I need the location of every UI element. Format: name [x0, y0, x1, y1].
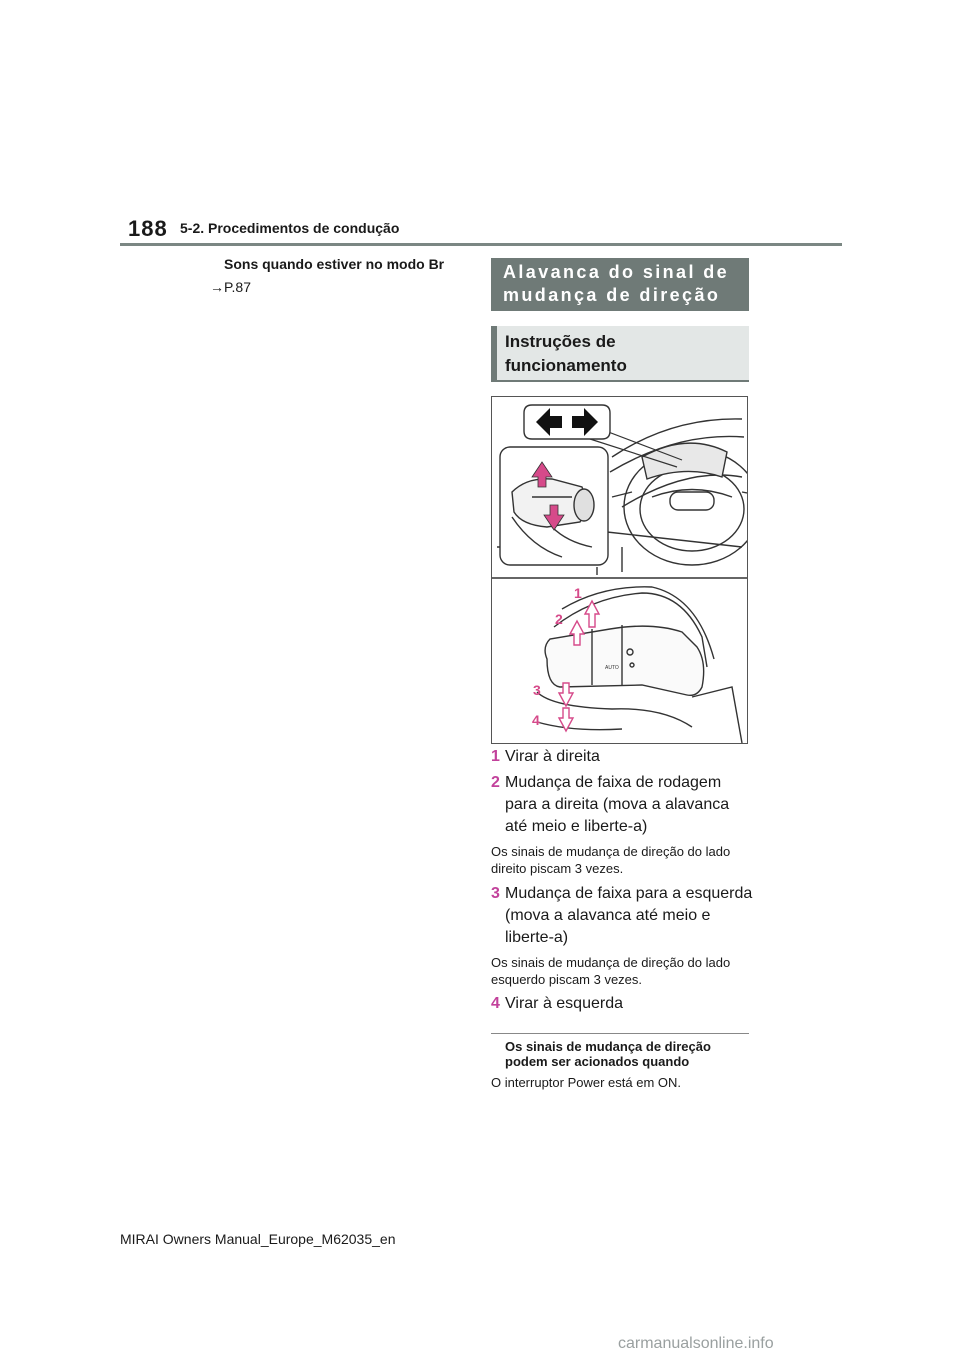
callout-3: 3: [533, 682, 541, 698]
left-subheading: Sons quando estiver no modo Br: [224, 256, 445, 272]
subsection-band-line1: Instruções de: [505, 332, 616, 351]
callout-2: 2: [555, 611, 563, 627]
item-note: Os sinais de mudança de direção do lado direito piscam 3 vezes.: [491, 844, 731, 876]
section-band-line2: mudança de direção: [503, 285, 721, 305]
section-band: [491, 258, 749, 311]
item-number: 3: [491, 885, 500, 902]
caution-body: O interruptor Power está em ON.: [491, 1075, 682, 1090]
item-number: 4: [491, 995, 500, 1012]
turn-signal-figure: [491, 396, 748, 744]
item-text: Mudança de faixa para a esquerda (mova a alavanca até meio e liberte-a): [505, 885, 753, 946]
section-title: 5-2. Procedimentos de condução: [180, 220, 400, 236]
caution-title: Os sinais de mudança de direção podem ser acionados quando: [505, 1039, 711, 1069]
left-right-arrows-icon: [524, 405, 610, 439]
lever-auto-label: AUTO: [605, 665, 619, 671]
callout-1: 1: [574, 585, 582, 601]
item-text: Virar à direita: [505, 748, 600, 765]
item-text: Mudança de faixa de rodagem para a direita (mova a alavanca até meio e liberte-a): [505, 774, 730, 835]
callout-4: 4: [532, 712, 540, 728]
item-number: 1: [491, 748, 500, 765]
page-number: 188: [128, 216, 168, 241]
caution-rule: [491, 1033, 749, 1034]
item-note: Os sinais de mudança de direção do lado esquerdo piscam 3 vezes.: [491, 955, 731, 987]
arrow-up-icon: [585, 601, 599, 627]
list-item: [491, 746, 753, 768]
list-item: [491, 993, 753, 1015]
subsection-band: [491, 326, 749, 382]
header-rule: [120, 243, 842, 246]
watermark: carmanualsonline.info: [618, 1335, 774, 1352]
list-item: [491, 883, 753, 949]
section-band-line1: Alavanca do sinal de: [503, 262, 730, 282]
subsection-band-line2: funcionamento: [505, 356, 627, 375]
footer-manual-name: MIRAI Owners Manual_Europe_M62035_en: [120, 1231, 396, 1247]
page-reference-link[interactable]: →P.87: [210, 279, 251, 295]
item-number: 2: [491, 774, 500, 791]
item-text: Virar à esquerda: [505, 995, 623, 1012]
list-item: [491, 772, 753, 838]
